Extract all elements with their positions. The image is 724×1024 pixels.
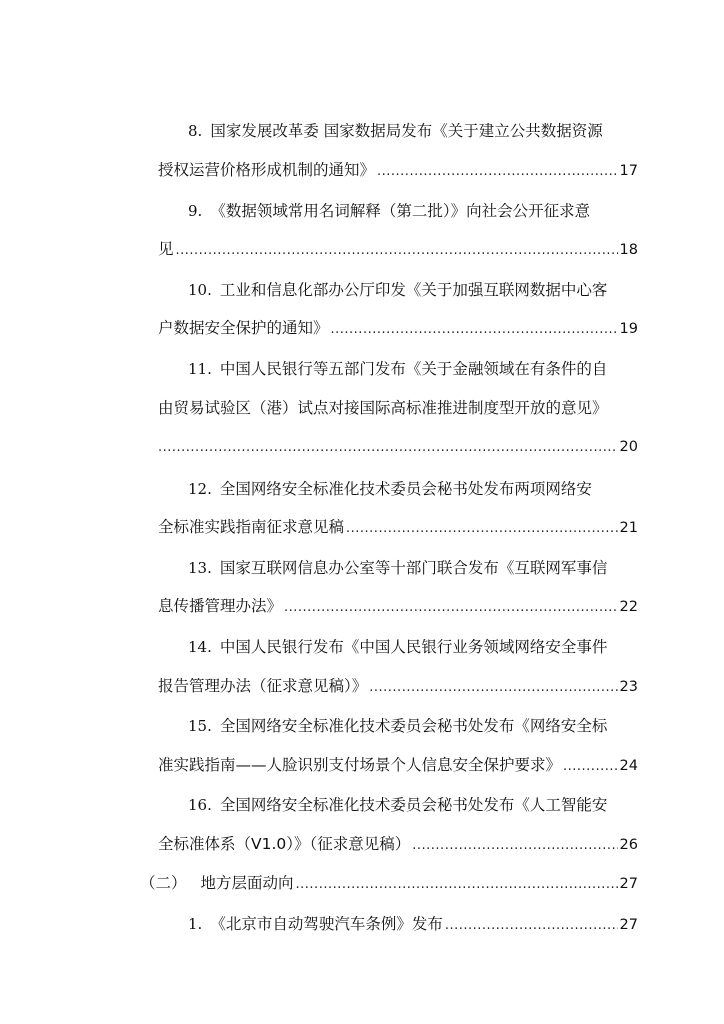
toc-entry-16-line2[interactable] [158,829,638,859]
toc-entry-title-cont: 报告管理办法（征求意见稿）》 [158,677,368,695]
dot-leader [296,870,618,900]
toc-entry-title: 国家互联网信息办公室等十部门联合发布《互联网军事信 [219,559,608,577]
toc-entry-title: 中国人民银行等五部门发布《关于金融领域在有条件的自 [219,360,608,378]
toc-section-title: 地方层面动向 [200,874,294,892]
dot-leader [331,315,618,345]
toc-entry-10-line2[interactable] [158,313,638,343]
dot-leader [284,593,618,623]
toc-entry-number: 12. [188,480,212,498]
toc-page-number: 21 [619,520,638,536]
toc-page-number: 17 [619,163,638,179]
dot-leader [563,752,618,782]
toc-entry-15-line2[interactable] [158,750,638,780]
toc-entry-title: 中国人民银行发布《中国人民银行业务领域网络安全事件 [219,638,608,656]
dot-leader [176,236,618,266]
toc-entry-title: 《北京市自动驾驶汽车条例》发布 [210,915,443,933]
toc-entry-14-line2[interactable] [158,671,638,701]
toc-page-number: 23 [619,679,638,695]
toc-entry-title-cont: 户数据安全保护的通知》 [158,319,329,337]
toc-entry-title: 全国网络安全标准化技术委员会秘书处发布《人工智能安 [219,796,608,814]
toc-entry-8-line1[interactable] [188,116,638,146]
toc-sub-entry-1[interactable] [188,909,638,939]
toc-page-number: 19 [619,321,638,337]
toc-entry-number: 10. [188,281,212,299]
toc-section-number: （二） [140,874,187,892]
toc-entry-15-line1[interactable] [188,711,638,741]
toc-entry-title-cont: 息传播管理办法》 [158,597,283,615]
dot-leader [377,157,618,187]
toc-entry-number: 8. [188,122,203,140]
toc-entry-12-line1[interactable] [188,474,638,504]
toc-entry-number: 16. [188,796,212,814]
toc-entry-title: 《数据领域常用名词解释（第二批）》向社会公开征求意 [210,202,591,220]
toc-entry-9-line2[interactable] [158,234,638,264]
toc-entry-title-cont: 由贸易试验区（港）试点对接国际高标准推进制度型开放的意见》 [158,399,608,417]
toc-entry-13-line1[interactable] [188,553,638,583]
toc-entry-title-cont: 准实践指南——人脸识别支付场景个人信息安全保护要求》 [158,756,562,774]
dot-leader [158,433,618,463]
toc-page-number: 20 [619,439,638,455]
dot-leader [445,911,618,941]
toc-entry-title: 工业和信息化部办公厅印发《关于加强互联网数据中心客 [219,281,608,299]
dot-leader [369,673,617,703]
toc-entry-number: 13. [188,559,212,577]
dot-leader [412,831,617,861]
toc-page-number: 18 [619,242,638,258]
toc-page-number: 24 [619,758,638,774]
toc-entry-number: 15. [188,717,212,735]
toc-entry-title-cont: 见 [158,240,174,258]
toc-entry-title-cont: 授权运营价格形成机制的通知》 [158,161,376,179]
toc-page-number: 26 [619,837,638,853]
toc-entry-8-line2[interactable] [158,155,638,185]
toc-entry-9-line1[interactable] [188,196,638,226]
toc-entry-13-line2[interactable] [158,591,638,621]
toc-entry-number: 9. [188,202,203,220]
toc-entry-number: 11. [188,360,212,378]
dot-leader [346,514,618,544]
toc-entry-number: 1. [188,915,203,933]
toc-entry-14-line1[interactable] [188,632,638,662]
toc-entry-title-cont: 全标准实践指南征求意见稿 [158,518,345,536]
toc-entry-title-cont: 全标准体系（V1.0）》（征求意见稿） [158,835,411,853]
toc-entry-11-line3[interactable] [158,432,638,462]
toc-page-number: 27 [619,876,638,892]
toc-entry-10-line1[interactable] [188,275,638,305]
toc-entry-title: 国家发展改革委 国家数据局发布《关于建立公共数据资源 [210,122,603,140]
toc-entry-12-line2[interactable] [158,512,638,542]
toc-entry-11-line2[interactable] [158,393,638,423]
toc-section-local[interactable] [140,868,638,898]
toc-entry-11-line1[interactable] [188,354,638,384]
toc-entry-16-line1[interactable] [188,790,638,820]
toc-page-number: 22 [619,599,638,615]
toc-entry-number: 14. [188,638,212,656]
toc-entry-title: 全国网络安全标准化技术委员会秘书处发布《网络安全标 [219,717,608,735]
toc-entry-title: 全国网络安全标准化技术委员会秘书处发布两项网络安 [219,480,592,498]
toc-page-number: 27 [619,917,638,933]
